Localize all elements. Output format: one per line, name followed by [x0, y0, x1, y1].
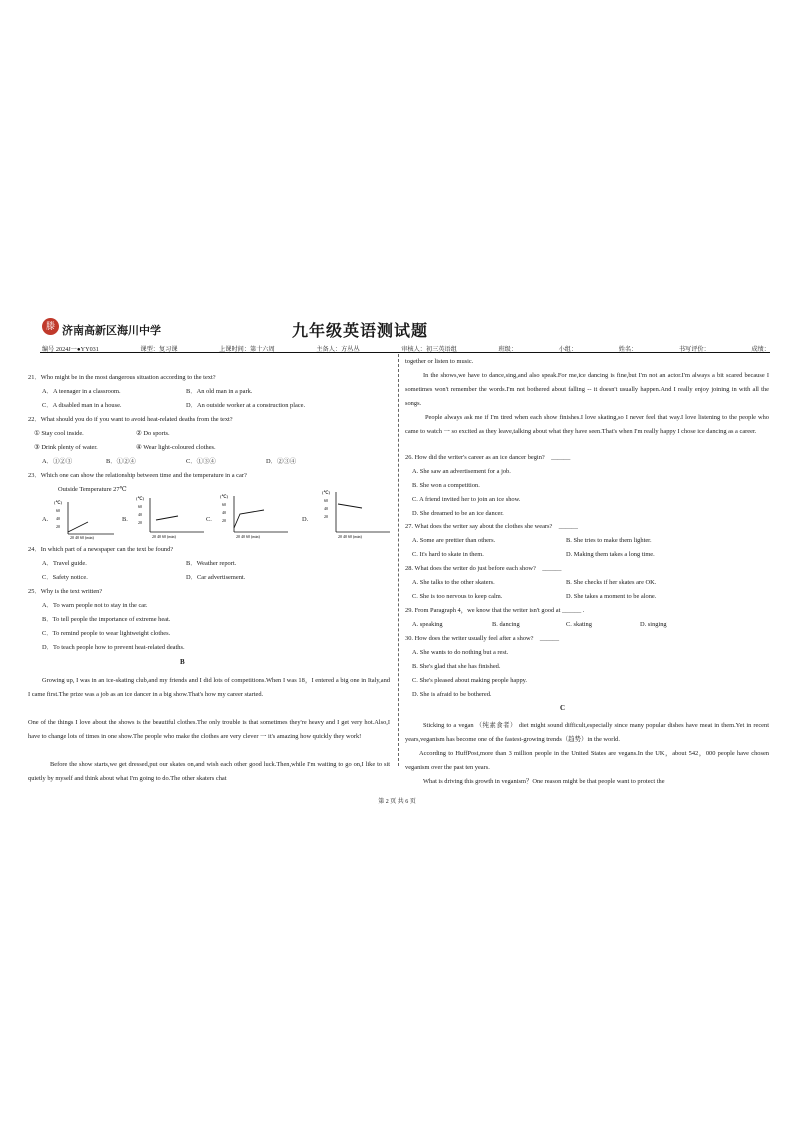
- passage-b-continued: together or listen to music.: [405, 358, 474, 365]
- q30-option-c: C. She's pleased about making people happy.: [412, 677, 528, 684]
- graph-a-line: [68, 522, 88, 532]
- question-26-stem: 26. How did the writer's career as an ice dancer begin? ______: [405, 454, 571, 461]
- q22-option-c: C．①③④: [186, 458, 216, 465]
- q26-option-c: C. A friend invited her to join an ice show.: [412, 496, 521, 503]
- question-24-stem: 24．In which part of a newspaper can the text be found?: [28, 546, 174, 553]
- graph-b: [134, 492, 208, 540]
- q28-option-a: A. She talks to the other skaters.: [412, 579, 495, 586]
- graph-a-tick: 20: [56, 524, 60, 529]
- q22-option-a: A．①②③: [42, 458, 73, 465]
- question-22-stem: 22．What should you do if you want to avoid heat-related deaths from the text?: [28, 416, 233, 423]
- graph-d-x-label: 20 40 60 (min): [338, 534, 362, 539]
- q28-option-d: D. She takes a moment to be alone.: [566, 593, 657, 600]
- q29-option-b: B. dancing: [492, 621, 520, 628]
- page-number: 第 2 页 共 6 页: [378, 799, 416, 805]
- q21-option-d: D．An outside worker at a construction place.: [186, 402, 306, 409]
- passage-b-paragraph-1: Growing up, I was in an ice-skating club,and my friends and I did lots of competitions.When I was 18，I entered a big one in Italy,and I came first.The prize was a job as an ice dancer in a big show.That's how my career started.: [28, 677, 390, 698]
- q23-graphs: [40, 490, 380, 544]
- graph-d-tick: 40: [324, 506, 328, 511]
- passage-b-paragraph-3: Before the show starts,we get dressed,put our skates on,and wish each other good luck.Then,while I'm waiting to go on,I like to sit quietly by myself and think about what I'm going to do.The other skaters chat: [28, 761, 390, 782]
- meta-reviewer: 审核人：初三英语组: [401, 346, 457, 353]
- graph-a-x-label: 20 40 60 (min): [70, 535, 94, 540]
- q27-option-d: D. Making them takes a long time.: [566, 551, 655, 558]
- q25-option-d: D．To teach people how to prevent heat-related deaths.: [42, 644, 185, 651]
- passage-b-paragraph-4: In the shows,we have to dance,sing,and also speak.For me,ice dancing is fine,but I'm not an actor.I'm always a bit scared because I sometimes won't remember the words.I'm not bothered about falling -- it doesn't usually happen.And I really enjoy joining in with all the songs.: [405, 372, 769, 407]
- graph-c-line: [234, 510, 264, 528]
- q24-option-d: D．Car advertisement.: [186, 574, 246, 581]
- section-c-heading: C: [560, 704, 566, 712]
- q29-option-a: A. speaking: [412, 621, 443, 628]
- q23-option-a: A.: [42, 516, 49, 523]
- question-27-stem: 27. What does the writer say about the clothes she wears? ______: [405, 523, 578, 530]
- meta-writing-eval: 书写评价：: [678, 346, 710, 353]
- graph-c: [216, 490, 292, 540]
- q22-option-b: B．①②④: [106, 458, 136, 465]
- meta-class: 班级：: [498, 346, 518, 353]
- graph-b-tick: 60: [138, 504, 142, 509]
- q30-option-d: D. She is afraid to be bothered.: [412, 691, 492, 698]
- graph-c-x-label: 20 40 60 (min): [236, 534, 260, 539]
- passage-c-paragraph-3: What is driving this growth in veganism？One reason might be that people want to protect the: [423, 778, 665, 785]
- q25-option-b: B．To tell people the importance of extreme heat.: [42, 616, 171, 623]
- q27-option-a: A. Some are prettier than others.: [412, 537, 496, 544]
- graph-c-unit: (℃): [220, 494, 229, 499]
- question-29-stem: 29. From Paragraph 4，we know that the writer isn't good at ______ .: [405, 607, 585, 614]
- q29-option-d: D. singing: [640, 621, 667, 628]
- graph-b-tick: 40: [138, 512, 142, 517]
- q21-option-c: C．A disabled man in a house.: [42, 402, 122, 409]
- q21-option-a: A．A teenager in a classroom.: [42, 388, 121, 395]
- column-divider: [398, 354, 399, 766]
- q24-option-a: A．Travel guide.: [42, 560, 87, 567]
- meta-class-time: 上课时间：第十六周: [219, 346, 275, 353]
- graph-a-unit: (℃): [54, 500, 63, 505]
- question-28-stem: 28. What does the writer do just before each show? ______: [405, 565, 562, 572]
- meta-name: 姓名：: [618, 346, 638, 353]
- graph-b-x-label: 20 40 60 (min): [152, 534, 176, 539]
- q25-option-c: C．To remind people to wear lightweight clothes.: [42, 630, 171, 637]
- q24-option-b: B．Weather report.: [186, 560, 237, 567]
- graph-c-tick: 40: [222, 510, 226, 515]
- meta-group: 小组：: [558, 346, 578, 353]
- question-21-stem: 21．Who might be in the most dangerous situation according to the text?: [28, 374, 216, 381]
- graph-d-tick: 60: [324, 498, 328, 503]
- q28-option-b: B. She checks if her skates are OK.: [566, 579, 657, 586]
- passage-b-paragraph-2: One of the things I love about the shows is the beautiful clothes.The only trouble is that sometimes they're heavy and I get very hot.Also,I have to change lots of times in one show.The people who make the clothes are very clever 一 it's amazing how quickly they work!: [28, 719, 390, 740]
- graph-d-unit: (℃): [322, 490, 331, 495]
- q23-option-d: D.: [302, 516, 309, 523]
- q27-option-c: C. It's hard to skate in them.: [412, 551, 484, 558]
- question-23-stem: 23．Which one can show the relationship between time and the temperature in a car?: [28, 472, 247, 479]
- q23-subtitle: Outside Temperature 27℃: [58, 486, 127, 493]
- school-name: 济南高新区海川中学: [62, 325, 161, 337]
- q29-option-c: C. skating: [566, 621, 592, 628]
- q21-option-b: B．An old man in a park.: [186, 388, 253, 395]
- graph-b-tick: 20: [138, 520, 142, 525]
- meta-score: 成绩：: [751, 346, 770, 353]
- graph-a-tick: 60: [56, 508, 60, 513]
- q30-option-a: A. She wants to do nothing but a rest.: [412, 649, 509, 656]
- q25-option-a: A．To warn people not to stay in the car.: [42, 602, 148, 609]
- q23-option-c: C.: [206, 516, 212, 523]
- passage-b-paragraph-5: People always ask me if I'm tired when each show finishes.I love skating,so I never feel that way.I love listening to the people who came to watch 一 so excited as they leave,talking about what they have seen.That's when I'm really happy I chose ice dancing as a career.: [405, 414, 769, 435]
- question-25-stem: 25．Why is the text written?: [28, 588, 103, 595]
- q26-option-a: A. She saw an advertisement for a job.: [412, 468, 511, 475]
- meta-preparer: 主备人：方丛丛: [316, 346, 360, 353]
- header-rule: [40, 352, 770, 353]
- q26-option-d: D. She dreamed to be an ice dancer.: [412, 510, 504, 517]
- q22-option-d: D．②③④: [266, 458, 297, 465]
- q22-item-4: ④ Wear light-coloured clothes.: [136, 444, 216, 451]
- q26-option-b: B. She won a competition.: [412, 482, 480, 489]
- graph-b-line: [156, 516, 178, 520]
- meta-code: 编号 2024J一●YY031: [42, 346, 99, 353]
- passage-c-paragraph-1: Sticking to a vegan （纯素食者） diet might sound difficult,especially since many popular dishes have meat in them.Yet in recent years,veganism has become one of the fastest-growing trends（趋势）in the world.: [405, 722, 769, 743]
- graph-c-tick: 60: [222, 502, 226, 507]
- q22-item-3: ③ Drink plenty of water.: [34, 444, 98, 451]
- q28-option-c: C. She is too nervous to keep calm.: [412, 593, 503, 600]
- passage-c-paragraph-2: According to HuffPost,more than 3 million people in the United States are vegans.In the UK，about 542，000 people have chosen veganism over the past ten years.: [405, 750, 769, 771]
- graph-d-line: [338, 504, 362, 508]
- graph-a: [54, 496, 118, 540]
- section-b-heading: B: [180, 658, 185, 666]
- question-30-stem: 30. How does the writer usually feel after a show? ______: [405, 635, 560, 642]
- graph-d: [316, 488, 392, 540]
- q22-item-1: ① Stay cool inside.: [34, 430, 84, 437]
- meta-lesson-type: 课型：复习课: [140, 346, 178, 353]
- q27-option-b: B. She tries to make them lighter.: [566, 537, 652, 544]
- q30-option-b: B. She's glad that she has finished.: [412, 663, 501, 670]
- school-logo-icon: 滕: [42, 318, 59, 335]
- graph-c-tick: 20: [222, 518, 226, 523]
- graph-b-unit: (℃): [136, 496, 145, 501]
- graph-d-tick: 20: [324, 514, 328, 519]
- page-title: 九年级英语测试题: [292, 323, 429, 340]
- graph-a-tick: 40: [56, 516, 60, 521]
- q23-option-b: B.: [122, 516, 128, 523]
- q24-option-c: C．Safety notice.: [42, 574, 88, 581]
- q22-item-2: ② Do sports.: [136, 430, 170, 437]
